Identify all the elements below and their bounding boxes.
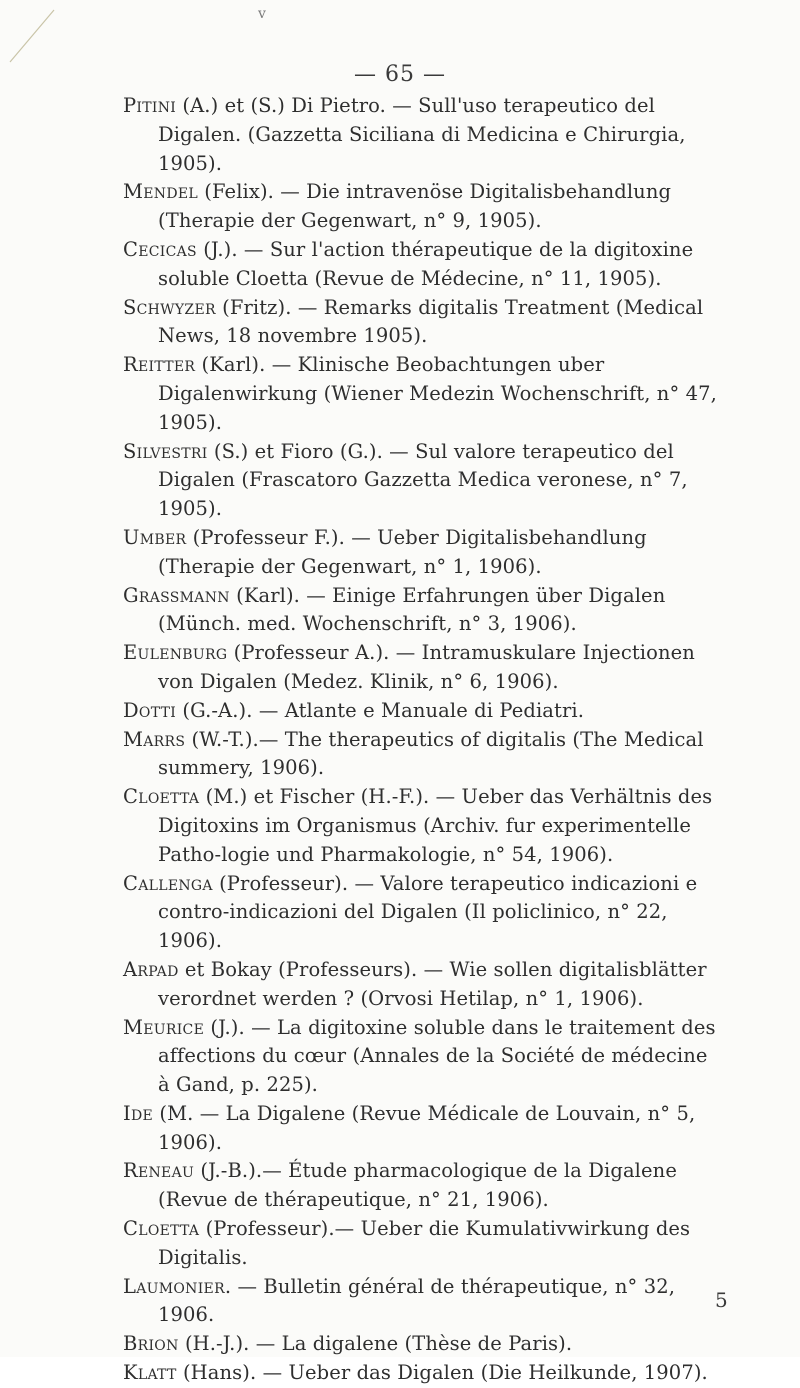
entry-text: (H.-J.). — La digalene (Thèse de Paris). — [178, 1332, 573, 1356]
bibliography-entry — [123, 1273, 723, 1331]
bibliography-entry — [123, 1014, 723, 1100]
entry-text: (J.). — La digitoxine soluble dans le traitement des affections du cœur (Annales de la Société de médecine à Gand, p. 225). — [158, 1015, 716, 1097]
bibliography-list — [123, 92, 723, 1388]
entry-author: Reitter — [123, 353, 196, 377]
entry-text: (A.) et (S.) Di Pietro. — Sull'uso terapeutico del Digalen. (Gazzetta Siciliana di Medicina e Chirurgia, 1905). — [158, 94, 686, 175]
top-tick-mark: v — [258, 6, 266, 22]
page-corner-fold — [8, 4, 68, 64]
entry-author: Meurice — [123, 1015, 205, 1039]
entry-text: (Professeur F.). — Ueber Digitalisbehandlung (Therapie der Gegenwart, n° 1, 1906). — [158, 525, 647, 578]
entry-text: (Professeur). — Valore terapeutico indicazioni e contro-indicazioni del Digalen (Il policlinico, n° 22, 1906). — [158, 871, 698, 953]
entry-author: Brion — [123, 1332, 179, 1356]
bibliography-entry — [123, 870, 723, 956]
entry-text: (J.-B.).— Étude pharmacologique de la Digalene (Revue de thérapeutique, n° 21, 1906). — [158, 1159, 677, 1212]
entry-text: (J.). — Sur l'action thérapeutique de la digitoxine soluble Cloetta (Revue de Médecine, n° 11, 1905). — [158, 237, 694, 290]
bibliography-entry — [123, 236, 723, 294]
bibliography-entry — [123, 639, 723, 697]
entry-text: (Felix). — Die intravenöse Digitalisbehandlung (Therapie der Gegenwart, n° 9, 1905). — [158, 180, 672, 233]
entry-author: Reneau — [123, 1159, 195, 1183]
bibliography-entry — [123, 1330, 723, 1359]
bibliography-entry — [123, 351, 723, 437]
bibliography-entry — [123, 1157, 723, 1215]
entry-author: Arpad — [123, 957, 179, 981]
entry-author: Cloetta — [123, 1217, 200, 1241]
signature-mark: 5 — [715, 1288, 728, 1312]
bibliography-entry — [123, 92, 723, 178]
entry-text: (Karl). — Einige Erfahrungen über Digalen (Münch. med. Wochenschrift, n° 3, 1906). — [158, 583, 666, 636]
bibliography-entry — [123, 783, 723, 869]
entry-author: Dotti — [123, 698, 177, 722]
bibliography-entry — [123, 438, 723, 524]
entry-author: Cloetta — [123, 785, 200, 809]
entry-author: Eulenburg — [123, 641, 228, 665]
bibliography-entry — [123, 178, 723, 236]
bibliography-entry — [123, 956, 723, 1014]
entry-author: Umber — [123, 525, 187, 549]
bibliography-entry — [123, 1359, 723, 1388]
entry-author: Pitini — [123, 94, 177, 117]
entry-author: Callenga — [123, 871, 213, 895]
entry-author: Ide — [123, 1101, 154, 1125]
entry-author: Marrs — [123, 727, 186, 751]
entry-author: Mendel — [123, 180, 198, 204]
entry-text: (G.-A.). — Atlante e Manuale di Pediatri. — [176, 698, 584, 722]
entry-text: (Hans). — Ueber das Digalen (Die Heilkunde, 1907). — [176, 1361, 708, 1385]
entry-author: Schwyzer — [123, 295, 216, 319]
bibliography-entry — [123, 294, 723, 352]
entry-author: Cecicas — [123, 237, 197, 261]
entry-text: (Karl). — Klinische Beobachtungen uber Digalenwirkung (Wiener Medezin Wochenschrift, n° 47, 1905). — [158, 353, 717, 434]
entry-text: (Fritz). — Remarks digitalis Treatment (Medical News, 18 novembre 1905). — [158, 295, 704, 348]
bibliography-entry — [123, 1100, 723, 1158]
entry-text: (M.) et Fischer (H.-F.). — Ueber das Verhältnis des Digitoxins im Organismus (Archiv. fur experimentelle Patho-logie und Pharmakologie, n° 54, 1906). — [158, 785, 713, 866]
entry-author: Silvestri — [123, 439, 208, 463]
entry-author: Grassmann — [123, 583, 230, 607]
entry-text: . — Bulletin général de thérapeutique, n° 32, 1906. — [158, 1274, 676, 1327]
bibliography-entry — [123, 524, 723, 582]
entry-author: Klatt — [123, 1361, 177, 1385]
entry-text: et Bokay (Professeurs). — Wie sollen digitalisblätter verordnet werden ? (Orvosi Hetilap, n° 1, 1906). — [158, 957, 707, 1010]
bibliography-entry — [123, 1215, 723, 1273]
entry-text: (W.-T.).— The therapeutics of digitalis (The Medical summery, 1906). — [158, 727, 704, 780]
entry-text: (Professeur A.). — Intramuskulare Injectionen von Digalen (Medez. Klinik, n° 6, 1906). — [158, 641, 695, 693]
entry-text: (S.) et Fioro (G.). — Sul valore terapeutico del Digalen (Frascatoro Gazzetta Medica veronese, n° 7, 1905). — [158, 439, 688, 521]
entry-text: (M. — La Digalene (Revue Médicale de Louvain, n° 5, 1906). — [153, 1101, 696, 1154]
page-number: — 65 — — [354, 62, 446, 87]
bibliography-entry — [123, 582, 723, 640]
entry-text: (Professeur).— Ueber die Kumulativwirkung des Digitalis. — [158, 1217, 691, 1269]
bibliography-entry — [123, 726, 723, 784]
bibliography-entry — [123, 697, 723, 726]
entry-author: Laumonier — [123, 1274, 225, 1298]
